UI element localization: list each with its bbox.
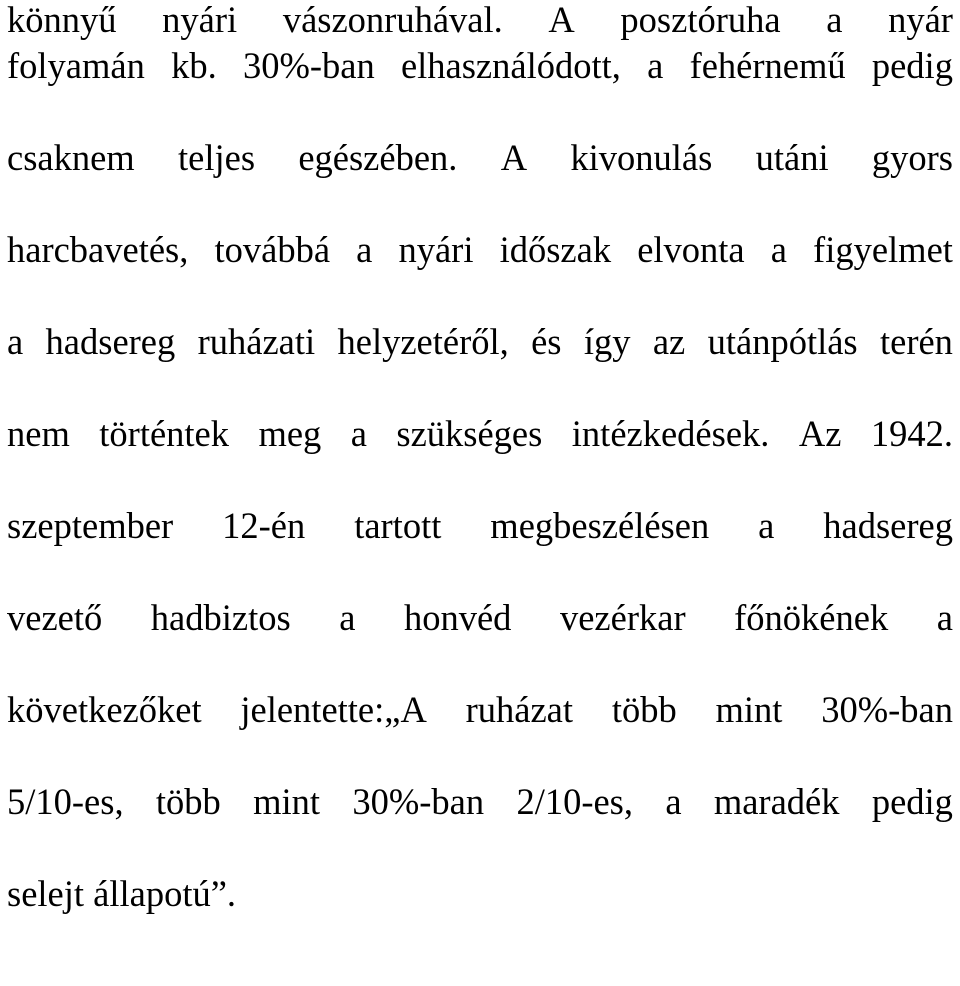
word: a <box>936 597 953 638</box>
text-line <box>7 504 953 596</box>
word: a <box>758 505 775 546</box>
text-line <box>7 44 953 136</box>
word: és <box>531 321 562 362</box>
word: mint <box>715 689 783 730</box>
word: vezető <box>7 597 103 638</box>
text-line <box>7 412 953 504</box>
word: csaknem <box>7 137 135 178</box>
word: szeptember <box>7 505 174 546</box>
word: hadbiztos <box>150 597 291 638</box>
text-line <box>7 228 953 320</box>
word: 2/10-es, <box>516 781 634 822</box>
word: a <box>647 45 664 86</box>
word: a <box>339 597 356 638</box>
word: kivonulás <box>570 137 713 178</box>
word: főnökének <box>734 597 889 638</box>
word: időszak <box>499 229 612 270</box>
word: selejt állapotú”. <box>7 873 237 914</box>
word: mint <box>253 781 321 822</box>
word: maradék <box>713 781 840 822</box>
text-line <box>7 0 953 44</box>
word: egészében. <box>298 137 458 178</box>
text-line <box>7 136 953 228</box>
word: utáni <box>755 137 829 178</box>
word: továbbá <box>214 229 331 270</box>
word: harcbavetés, <box>7 229 189 270</box>
word: A <box>548 0 575 40</box>
word: helyzetéről, <box>337 321 509 362</box>
word: posztóruha <box>620 0 781 40</box>
word: nem <box>7 413 70 454</box>
word: szükséges <box>396 413 543 454</box>
word: a <box>356 229 373 270</box>
word: hadsereg <box>45 321 176 362</box>
word: pedig <box>871 781 953 822</box>
word: utánpótlás <box>707 321 858 362</box>
word: vezérkar <box>559 597 686 638</box>
word: honvéd <box>403 597 512 638</box>
word: elhasználódott, <box>400 45 621 86</box>
word: teljes <box>178 137 256 178</box>
word: kb. <box>171 45 217 86</box>
word: 30%-ban <box>242 45 375 86</box>
word: 30%-ban <box>821 689 953 730</box>
word: hadsereg <box>823 505 953 546</box>
word: ruházati <box>197 321 316 362</box>
word: a <box>826 0 843 40</box>
word: pedig <box>871 45 953 86</box>
word: a <box>350 413 367 454</box>
word: vászonruhával. <box>282 0 503 40</box>
word: a <box>7 321 24 362</box>
word: elvonta <box>637 229 745 270</box>
word: történtek <box>99 413 230 454</box>
word: fehérnemű <box>689 45 846 86</box>
text-line-last <box>7 872 953 964</box>
word: 1942. <box>870 413 953 454</box>
word: meg <box>258 413 322 454</box>
word: megbeszélésen <box>490 505 710 546</box>
word: 12-én <box>222 505 306 546</box>
text-line <box>7 688 953 780</box>
word: több <box>611 689 677 730</box>
word: a <box>770 229 787 270</box>
word: következőket <box>7 689 202 730</box>
word: jelentette:„A <box>240 689 427 730</box>
word: 30%-ban <box>352 781 485 822</box>
word: így <box>583 321 631 362</box>
word: könnyű <box>7 0 117 40</box>
word: a <box>665 781 682 822</box>
word: nyári <box>398 229 474 270</box>
word: nyár <box>888 0 953 40</box>
word: ruházat <box>465 689 574 730</box>
word: Az <box>798 413 842 454</box>
text-line <box>7 780 953 872</box>
word: gyors <box>871 137 953 178</box>
text-line <box>7 596 953 688</box>
word: tartott <box>354 505 442 546</box>
word: több <box>155 781 221 822</box>
word: A <box>500 137 528 178</box>
document-page <box>7 0 953 964</box>
word: intézkedések. <box>571 413 770 454</box>
word: az <box>652 321 686 362</box>
word: nyári <box>162 0 238 40</box>
word: folyamán <box>7 45 145 86</box>
word: 5/10-es, <box>7 781 124 822</box>
word: figyelmet <box>813 229 953 270</box>
text-line <box>7 320 953 412</box>
word: terén <box>879 321 953 362</box>
